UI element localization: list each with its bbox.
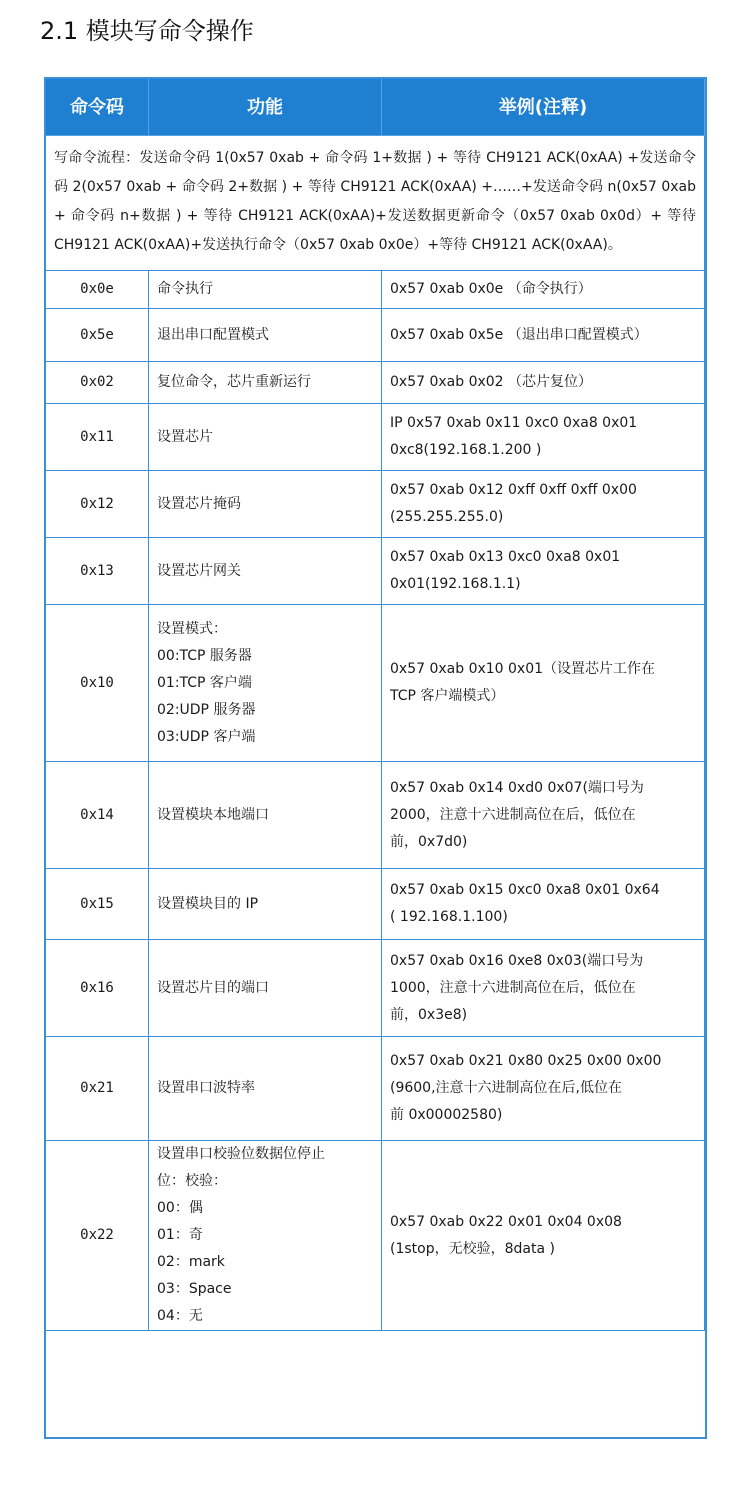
function-cell bbox=[149, 605, 382, 762]
command-code-cell: 0x15 bbox=[46, 869, 149, 940]
example-line: 0x57 0xab 0x0e （命令执行） bbox=[390, 281, 592, 297]
function-line: 00：偶 bbox=[157, 1200, 203, 1216]
function-line: 03：Space bbox=[157, 1281, 232, 1297]
function-cell bbox=[149, 471, 382, 538]
function-line: 设置芯片 bbox=[157, 428, 213, 445]
function-cell bbox=[149, 1037, 382, 1141]
command-code-cell: 0x14 bbox=[46, 762, 149, 869]
table-row bbox=[46, 1037, 705, 1141]
function-cell bbox=[149, 404, 382, 471]
function-line: 03:UDP 客户端 bbox=[157, 728, 256, 745]
function-cell bbox=[149, 869, 382, 940]
example-line: 0xc8(192.168.1.200 ) bbox=[390, 442, 542, 458]
function-line: 位：校验： bbox=[157, 1173, 227, 1189]
function-line: 设置模块目的 IP bbox=[157, 895, 259, 912]
example-line: TCP 客户端模式） bbox=[390, 688, 505, 704]
function-line: 退出串口配置模式 bbox=[157, 326, 269, 343]
example-cell bbox=[382, 869, 705, 940]
table-row bbox=[46, 762, 705, 869]
table-row bbox=[46, 1141, 705, 1331]
table-row bbox=[46, 940, 705, 1037]
example-line: 0x57 0xab 0x13 0xc0 0xa8 0x01 bbox=[390, 549, 621, 565]
example-line: 0x01(192.168.1.1) bbox=[390, 576, 521, 592]
example-line: ( 192.168.1.100) bbox=[390, 909, 508, 925]
example-line: 0x57 0xab 0x10 0x01（设置芯片工作在 bbox=[390, 661, 656, 677]
example-cell bbox=[382, 309, 705, 362]
example-line: 0x57 0xab 0x5e （退出串口配置模式） bbox=[390, 326, 648, 343]
example-line: (255.255.255.0) bbox=[390, 509, 504, 525]
example-cell bbox=[382, 404, 705, 471]
function-line: 设置芯片目的端口 bbox=[157, 979, 269, 996]
section-heading: 2.1 模块写命令操作 bbox=[40, 17, 254, 45]
function-line: 设置串口校验位数据位停止 bbox=[157, 1146, 325, 1162]
table-row bbox=[46, 471, 705, 538]
example-cell bbox=[382, 1141, 705, 1331]
function-line: 设置芯片网关 bbox=[157, 562, 241, 579]
function-line: 01:TCP 客户端 bbox=[157, 674, 252, 691]
table-header-row bbox=[46, 79, 705, 136]
header-function: 功能 bbox=[149, 79, 382, 136]
example-line: 0x57 0xab 0x14 0xd0 0x07(端口号为 bbox=[390, 779, 644, 796]
function-cell bbox=[149, 762, 382, 869]
function-line: 设置模块本地端口 bbox=[157, 806, 269, 823]
example-line: 2000，注意十六进制高位在后，低位在 bbox=[390, 806, 636, 823]
command-code-cell: 0x22 bbox=[46, 1141, 149, 1331]
table-row bbox=[46, 605, 705, 762]
example-line: 0x57 0xab 0x12 0xff 0xff 0xff 0x00 bbox=[390, 482, 637, 498]
command-code-cell: 0x11 bbox=[46, 404, 149, 471]
function-cell bbox=[149, 362, 382, 404]
example-cell bbox=[382, 940, 705, 1037]
table-row bbox=[46, 869, 705, 940]
header-example: 举例(注释) bbox=[382, 79, 705, 136]
command-code-cell: 0x13 bbox=[46, 538, 149, 605]
example-cell bbox=[382, 762, 705, 869]
command-code-cell: 0x5e bbox=[46, 309, 149, 362]
function-line: 命令执行 bbox=[157, 281, 213, 297]
command-code-cell: 0x12 bbox=[46, 471, 149, 538]
command-code-cell: 0x10 bbox=[46, 605, 149, 762]
example-cell bbox=[382, 471, 705, 538]
command-code-cell: 0x02 bbox=[46, 362, 149, 404]
command-table bbox=[45, 78, 705, 1331]
example-line: 0x57 0xab 0x21 0x80 0x25 0x00 0x00 bbox=[390, 1053, 662, 1069]
example-line: 0x57 0xab 0x02 （芯片复位） bbox=[390, 374, 593, 390]
function-cell bbox=[149, 271, 382, 309]
header-command-code: 命令码 bbox=[46, 79, 149, 136]
example-cell bbox=[382, 362, 705, 404]
table-row bbox=[46, 309, 705, 362]
example-line: 0x57 0xab 0x22 0x01 0x04 0x08 bbox=[390, 1213, 622, 1230]
example-cell bbox=[382, 271, 705, 309]
example-line: 前 0x00002580) bbox=[390, 1107, 503, 1123]
command-code-cell: 0x21 bbox=[46, 1037, 149, 1141]
example-line: (1stop，无校验，8data ) bbox=[390, 1240, 555, 1257]
function-line: 设置模式： bbox=[157, 620, 227, 637]
table-row bbox=[46, 362, 705, 404]
function-cell bbox=[149, 1141, 382, 1331]
function-line: 00:TCP 服务器 bbox=[157, 647, 252, 664]
function-line: 02:UDP 服务器 bbox=[157, 701, 256, 718]
table-row bbox=[46, 271, 705, 309]
example-line: 前，0x3e8) bbox=[390, 1006, 468, 1023]
example-cell bbox=[382, 1037, 705, 1141]
write-command-flow: 写命令流程：发送命令码 1(0x57 0xab + 命令码 1+数据 ) + 等待 CH9121 ACK(0xAA) +发送命令码 2(0x57 0xab + 命令码 2+数据 ) + 等待 CH9121 ACK(0xAA) +……+发送命令码 n(0x57 0xab + 命令码 n+数据 ) + 等待 CH9121 ACK(0xAA)+发送数据更新命令（0x57 0xab 0x0d）+ 等待 CH9121 ACK(0xAA)+发送执行命令（0x57 0xab 0x0e）+等待 CH9121 ACK(0xAA)。 bbox=[46, 136, 705, 271]
flow-row bbox=[46, 136, 705, 271]
example-line: 0x57 0xab 0x16 0xe8 0x03(端口号为 bbox=[390, 952, 644, 969]
example-line: IP 0x57 0xab 0x11 0xc0 0xa8 0x01 bbox=[390, 415, 638, 431]
example-line: 前，0x7d0) bbox=[390, 833, 468, 850]
example-cell bbox=[382, 605, 705, 762]
function-cell bbox=[149, 309, 382, 362]
function-line: 02：mark bbox=[157, 1254, 225, 1270]
example-cell bbox=[382, 538, 705, 605]
table-row bbox=[46, 404, 705, 471]
function-line: 04：无 bbox=[157, 1308, 203, 1324]
example-line: 0x57 0xab 0x15 0xc0 0xa8 0x01 0x64 bbox=[390, 882, 660, 898]
function-line: 设置串口波特率 bbox=[157, 1080, 255, 1096]
function-line: 设置芯片掩码 bbox=[157, 495, 241, 512]
command-code-cell: 0x0e bbox=[46, 271, 149, 309]
table-row bbox=[46, 538, 705, 605]
example-line: 1000，注意十六进制高位在后，低位在 bbox=[390, 979, 636, 996]
function-cell bbox=[149, 538, 382, 605]
function-cell bbox=[149, 940, 382, 1037]
example-line: (9600,注意十六进制高位在后,低位在 bbox=[390, 1080, 622, 1096]
function-line: 复位命令，芯片重新运行 bbox=[157, 374, 311, 390]
command-code-cell: 0x16 bbox=[46, 940, 149, 1037]
function-line: 01：奇 bbox=[157, 1227, 203, 1243]
